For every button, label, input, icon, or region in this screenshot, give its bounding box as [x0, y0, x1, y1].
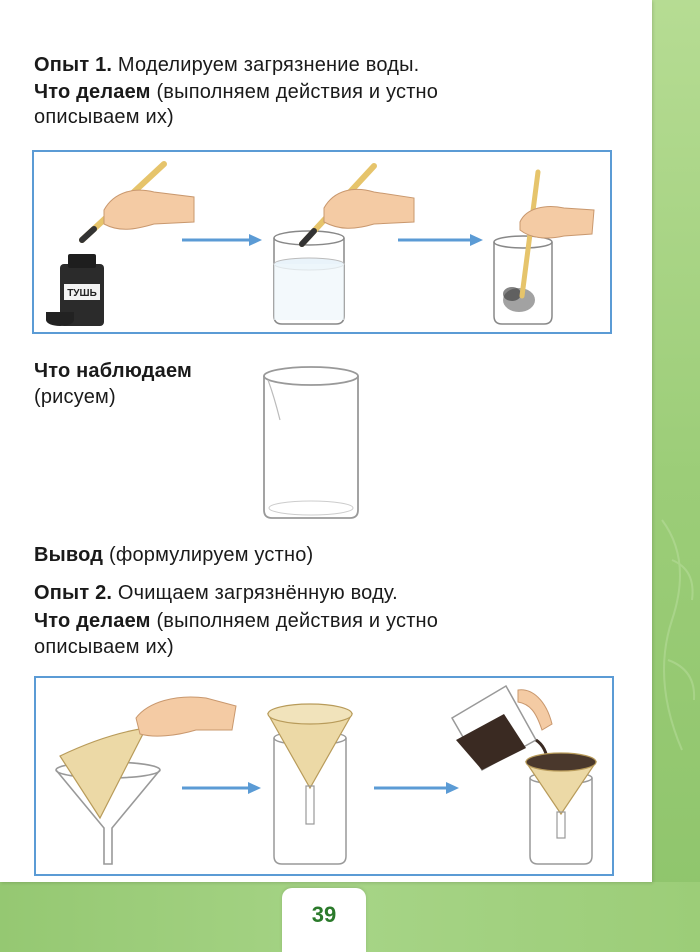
beaker-filtering-icon	[526, 753, 596, 864]
exp2-illustration	[36, 678, 612, 874]
page-number-tab	[282, 888, 366, 952]
exp2-illustration-panel	[34, 676, 614, 876]
empty-beaker-icon	[258, 360, 366, 524]
page-number: 39	[311, 902, 337, 927]
exp1-do-text: (выполняем действия и устно	[156, 81, 439, 103]
exp1-do-bold: Что делаем	[34, 81, 151, 103]
funnel-with-filter-icon	[56, 697, 236, 864]
exp1-conclusion-text: (формулируем устно)	[108, 544, 314, 566]
exp1-observe-line2	[34, 384, 116, 410]
leaf-decoration-icon	[652, 500, 700, 760]
beaker-with-funnel-icon	[268, 704, 352, 864]
exp1-do-text2: описываем их)	[34, 106, 174, 128]
exp2-do-line2	[34, 634, 174, 660]
exp1-observe-text: (рисуем)	[34, 386, 116, 408]
exp1-do-line	[34, 79, 438, 105]
bottle-label: ТУШЬ	[67, 288, 97, 299]
exp1-conclusion-bold: Вывод	[34, 544, 104, 566]
exp2-do-line	[34, 608, 438, 634]
exp2-do-text2: описываем их)	[34, 636, 174, 658]
arrow-right-icon	[182, 234, 262, 246]
exp1-do-line2	[34, 104, 174, 130]
exp1-observe-line	[34, 358, 192, 384]
arrow-right-icon	[374, 782, 459, 794]
beaker-with-water-icon	[274, 231, 344, 324]
exp2-do-bold: Что делаем	[34, 610, 151, 632]
exp1-title-bold: Опыт 1.	[34, 54, 113, 76]
hand-brush-icon	[82, 164, 194, 240]
exp2-do-text: (выполняем действия и устно	[156, 610, 439, 632]
exp1-illustration-panel	[32, 150, 612, 334]
exp1-title-text: Моделируем загрязнение воды.	[117, 54, 420, 76]
arrow-right-icon	[398, 234, 483, 246]
exp1-title	[34, 52, 419, 78]
ink-bottle-icon	[46, 254, 104, 326]
exp1-conclusion-line	[34, 542, 313, 568]
beaker-with-ink-icon	[494, 172, 594, 324]
hand-brush-icon	[302, 166, 414, 244]
arrow-right-icon	[182, 782, 261, 794]
exp2-title-bold: Опыт 2.	[34, 582, 113, 604]
exp1-observe-bold: Что наблюдаем	[34, 360, 193, 382]
exp1-illustration	[34, 152, 610, 332]
exp2-title-text: Очищаем загрязнённую воду.	[117, 582, 398, 604]
exp2-title	[34, 580, 398, 606]
